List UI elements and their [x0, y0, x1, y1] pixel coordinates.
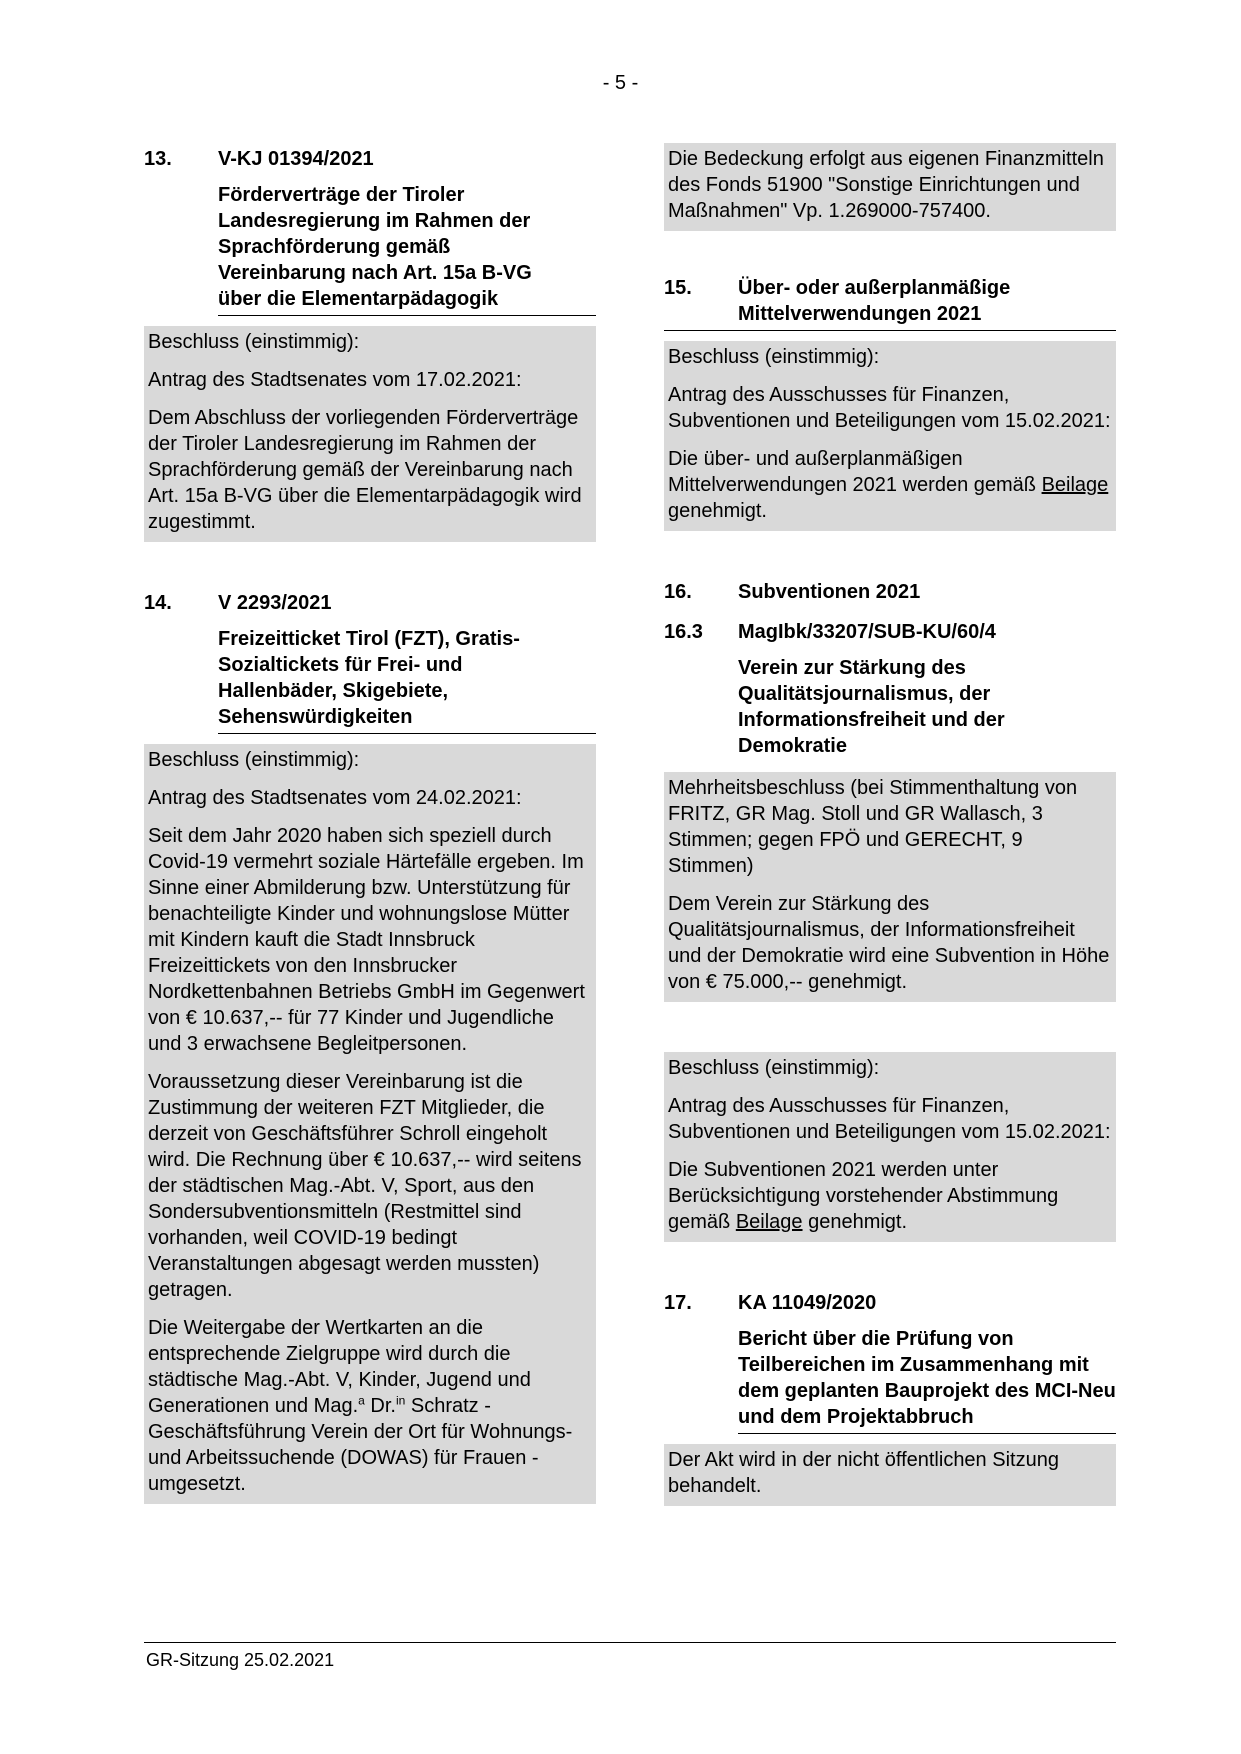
item-14-paragraph-1: Seit dem Jahr 2020 haben sich speziell durch Covid-19 vermehrt soziale Härtefälle ergeben. Im Sinne einer Abmilderung bzw. Unterstützung für benachteiligte Kinder und wohnungslose Mütter mit Kindern kauft die Stadt Innsbruck Freizeittickets von den Innsbrucker Nordkettenbahnen Betriebs GmbH im Gegenwert von € 10.637,-- für 77 Kinder und Jugendliche und 3 erwachsene Begleitpersonen. [148, 825, 585, 1055]
item-16-beschluss: Beschluss (einstimmig): [668, 1057, 880, 1079]
item-16-3-mehrheit: Mehrheitsbeschluss (bei Stimmenthaltung von FRITZ, GR Mag. Stoll und GR Wallasch, 3 Stimmen; gegen FPÖ und GERECHT, 9 Stimmen) [668, 777, 1078, 877]
item-15-number: 15. [664, 277, 692, 299]
item-13-title: Förderverträge der Tiroler Landesregierung im Rahmen der Sprachförderung gemäß Vereinbarung nach Art. 15a B-VG über die Elementarpädagogik [218, 172, 596, 316]
item-16-resolution [664, 1052, 1116, 1242]
item-16-3-title: Verein zur Stärkung des Qualitätsjournalismus, der Informationsfreiheit und der Demokratie [738, 657, 1005, 757]
item-14-continuation [664, 143, 1116, 231]
item-17-number: 17. [664, 1292, 692, 1314]
item-15-antrag: Antrag des Ausschusses für Finanzen, Subventionen und Beteiligungen vom 15.02.2021: [668, 384, 1111, 432]
item-13-number: 13. [144, 148, 172, 170]
item-15-title: Über- oder außerplanmäßige Mittelverwendungen 2021 [738, 277, 1011, 325]
item-14-resolution [144, 744, 596, 1504]
item-15-rule [664, 330, 1116, 331]
item-14-beschluss: Beschluss (einstimmig): [148, 749, 360, 771]
item-14-heading [144, 590, 596, 616]
item-16-antrag: Antrag des Ausschusses für Finanzen, Subventionen und Beteiligungen vom 15.02.2021: [668, 1095, 1111, 1143]
item-14-antrag: Antrag des Stadtsenates vom 24.02.2021: [148, 787, 522, 809]
item-16-3-text: Dem Verein zur Stärkung des Qualitätsjournalismus, der Informationsfreiheit und der Demokratie wird eine Subvention in Höhe von € 75.000,-- genehmigt. [668, 893, 1110, 993]
item-16-3-code: MagIbk/33207/SUB-KU/60/4 [738, 621, 996, 643]
item-14-title: Freizeitticket Tirol (FZT), Gratis-Sozialtickets für Frei- und Hallenbäder, Skigebiete, Sehenswürdigkeiten [218, 616, 596, 734]
item-17-title: Bericht über die Prüfung von Teilbereichen im Zusammenhang mit dem geplanten Bauprojekt des MCI-Neu und dem Projektabbruch [738, 1316, 1116, 1434]
item-15-beilage-link[interactable]: Beilage [1041, 474, 1109, 496]
item-14-code: V 2293/2021 [218, 592, 332, 614]
item-16-text: Die Subventionen 2021 werden unter Berücksichtigung vorstehender Abstimmung gemäß Beilage genehmigt. [668, 1159, 1059, 1233]
item-15-beschluss: Beschluss (einstimmig): [668, 346, 880, 368]
footer-rule [144, 1642, 1116, 1643]
item-13-resolution [144, 326, 596, 542]
item-16-beilage-link[interactable]: Beilage [735, 1211, 803, 1233]
item-17-code: KA 11049/2020 [738, 1292, 877, 1314]
item-14-number: 14. [144, 592, 172, 614]
item-16-3-resolution [664, 772, 1116, 1002]
item-15-heading [664, 275, 1116, 327]
item-17-resolution [664, 1444, 1116, 1506]
item-17-heading [664, 1290, 1116, 1316]
item-16-number: 16. [664, 581, 692, 603]
item-16-title: Subventionen 2021 [738, 581, 921, 603]
item-13-beschluss: Beschluss (einstimmig): [148, 331, 360, 353]
footer: GR-Sitzung 25.02.2021 [146, 1650, 335, 1670]
left-column [144, 146, 596, 1504]
item-13-code: V-KJ 01394/2021 [218, 148, 374, 170]
item-16-heading [664, 579, 1116, 605]
item-15-text: Die über- und außerplanmäßigen Mittelverwendungen 2021 werden gemäß Beilage genehmigt. [668, 448, 1109, 522]
item-15-resolution [664, 341, 1116, 531]
item-17-text: Der Akt wird in der nicht öffentlichen Sitzung behandelt. [668, 1449, 1059, 1497]
item-14-paragraph-3: Die Weitergabe der Wertkarten an die entsprechende Zielgruppe wird durch die städtische Mag.-Abt. V, Kinder, Jugend und Generationen und Mag.$^a$ Dr.$^{in}$ Schratz - Geschäftsführung Verein der Ort für Wohnungs- und Arbeitssuchende (DOWAS) für Frauen - umgesetzt. [148, 1317, 573, 1495]
item-13-text: Dem Abschluss der vorliegenden Förderverträge der Tiroler Landesregierung im Rahmen der Sprachförderung gemäß der Vereinbarung nach Art. 15a B-VG über die Elementarpädagogik wird zugestimmt. [148, 407, 582, 533]
page-number: - 5 - [602, 72, 639, 94]
item-13-heading [144, 146, 596, 172]
item-14-funding-text: Die Bedeckung erfolgt aus eigenen Finanzmitteln des Fonds 51900 "Sonstige Einrichtungen und Maßnahmen" Vp. 1.269000-757400. [668, 148, 1104, 222]
item-16-3-heading [664, 619, 1116, 645]
item-14-paragraph-2: Voraussetzung dieser Vereinbarung ist die Zustimmung der weiteren FZT Mitglieder, die derzeit von Geschäftsführer Schroll eingeholt wird. Die Rechnung über € 10.637,-- wird seitens der städtischen Mag.-Abt. V, Sport, aus den Sondersubventionsmitteln (Restmittel sind vorhanden, weil COVID-19 bedingt Veranstaltungen abgesagt werden mussten) getragen. [148, 1071, 582, 1301]
item-13-antrag: Antrag des Stadtsenates vom 17.02.2021: [148, 369, 522, 391]
item-16-3-number: 16.3 [664, 621, 703, 643]
right-column [664, 146, 1116, 1506]
